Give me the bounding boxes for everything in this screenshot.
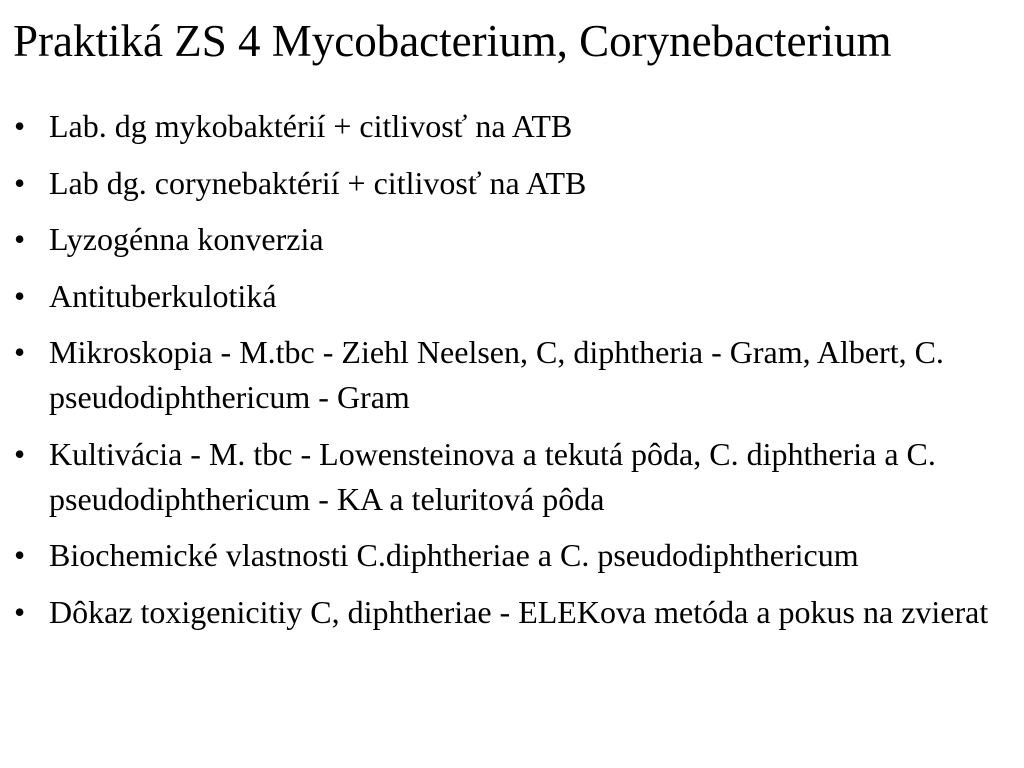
bullet-text: Kultivácia - M. tbc - Lowensteinova a tekutá pôda, C. diphtheria a C. pseudodiphthericum - KA a teluritová pôda <box>49 435 936 517</box>
bullet-dot-icon: • <box>14 537 26 573</box>
bullet-text: Lab. dg mykobaktérií + citlivosť na ATB <box>49 108 573 144</box>
bullet-list <box>14 104 1014 646</box>
bullet-item <box>14 432 1014 522</box>
bullet-item <box>14 274 1014 319</box>
bullet-dot-icon: • <box>14 435 26 472</box>
bullet-dot-icon: • <box>14 221 26 257</box>
bullet-item <box>14 104 1014 149</box>
bullet-item <box>14 533 1014 578</box>
bullet-item <box>14 590 1014 635</box>
bullet-dot-icon: • <box>14 334 26 370</box>
bullet-text: Biochemické vlastnosti C.diphtheriae a C. pseudodiphthericum <box>49 537 859 573</box>
slide-title: Praktiká ZS 4 Mycobacterium, Corynebacterium <box>13 16 892 66</box>
bullet-item <box>14 161 1014 206</box>
bullet-item <box>14 330 1014 420</box>
bullet-dot-icon: • <box>14 277 26 314</box>
bullet-text: Lab dg. corynebaktérií + citlivosť na ATB <box>49 164 587 201</box>
bullet-dot-icon: • <box>14 593 26 630</box>
bullet-text: Dôkaz toxigenicitiy C, diphtheriae - ELEKova metóda a pokus na zvierat <box>49 593 989 630</box>
bullet-item <box>14 217 1014 262</box>
bullet-dot-icon: • <box>14 164 26 201</box>
bullet-text: Lyzogénna konverzia <box>49 221 324 257</box>
bullet-text: Antituberkulotiká <box>49 277 277 314</box>
bullet-text: Mikroskopia - M.tbc - Ziehl Neelsen, C, diphtheria - Gram, Albert, C. pseudodiphthericum - Gram <box>49 334 944 415</box>
bullet-dot-icon: • <box>14 108 26 144</box>
